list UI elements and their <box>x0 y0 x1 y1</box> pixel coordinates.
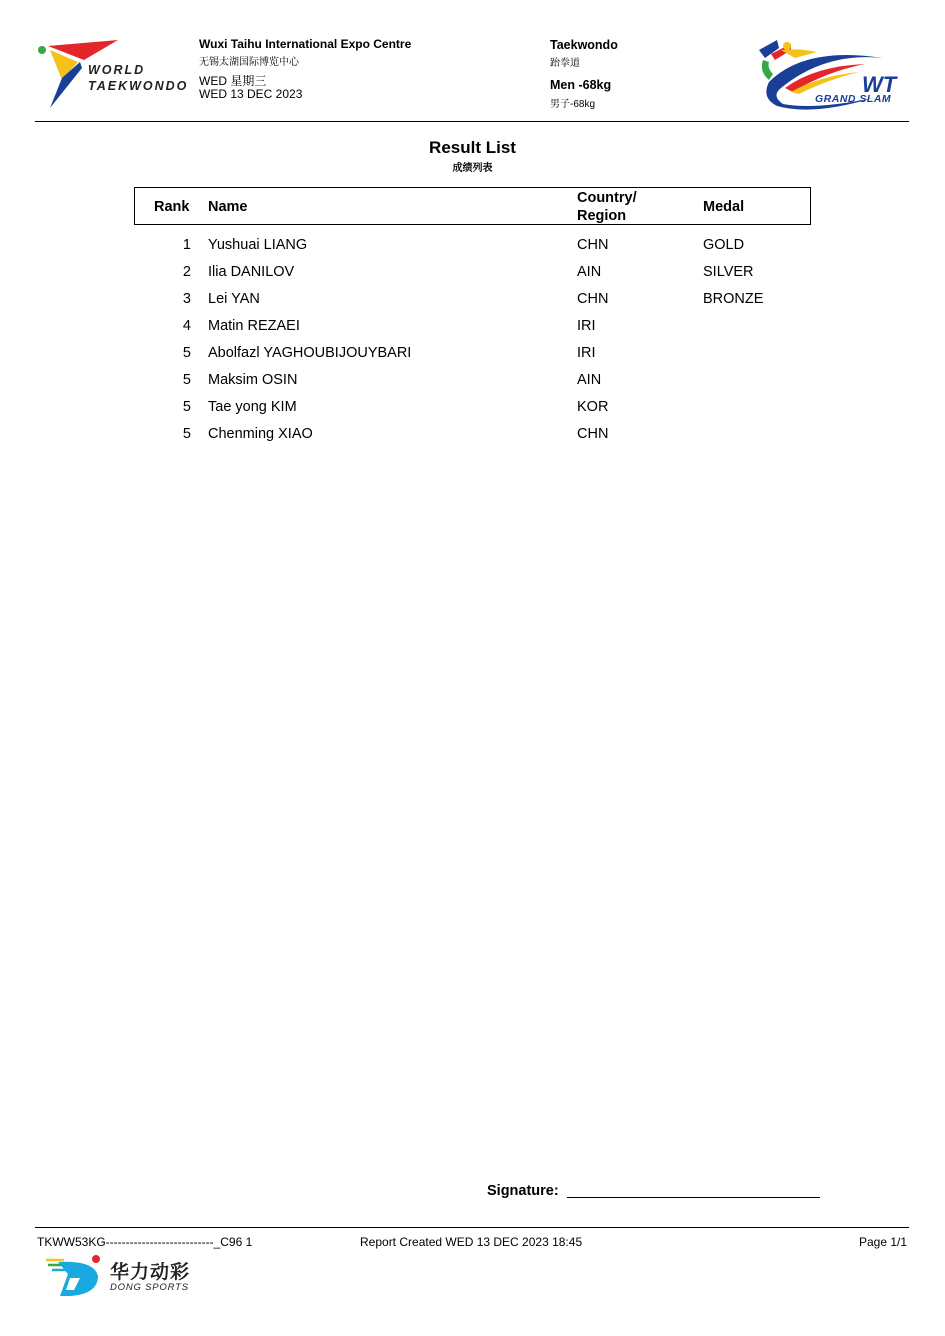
sponsor-name-chinese: 华力动彩 <box>110 1262 191 1283</box>
name-cell: Yushuai LIANG <box>208 237 308 253</box>
sponsor-name: DONG SPORTS <box>110 1282 189 1293</box>
date: WED 13 DEC 2023 <box>199 87 303 101</box>
date-chinese: WED 星期三 <box>199 74 267 88</box>
wt-grand-slam-wt-mark: WT <box>862 72 897 97</box>
signature-line <box>567 1197 820 1198</box>
country-cell: AIN <box>577 372 602 388</box>
table-row <box>134 318 809 345</box>
country-cell: CHN <box>577 237 609 253</box>
table-row <box>134 399 809 426</box>
table-row <box>134 291 809 318</box>
page-title: Result List <box>429 138 516 157</box>
header-divider <box>35 121 909 122</box>
table-row <box>134 237 809 264</box>
medal-cell: BRONZE <box>703 291 764 307</box>
column-header-medal: Medal <box>703 199 745 215</box>
table-row <box>134 345 809 372</box>
column-header-rank: Rank <box>154 199 190 215</box>
event-name-chinese: 男子-68kg <box>550 99 596 110</box>
rank-cell: 5 <box>182 345 191 361</box>
venue-name: Wuxi Taihu International Expo Centre <box>199 37 412 51</box>
sport-name-chinese: 跆拳道 <box>550 58 580 69</box>
name-cell: Abolfazl YAGHOUBIJOUYBARI <box>208 345 412 361</box>
name-cell: Ilia DANILOV <box>208 264 295 280</box>
name-cell: Lei YAN <box>208 291 260 307</box>
country-cell: AIN <box>577 264 602 280</box>
page-number: Page 1/1 <box>859 1235 908 1249</box>
country-cell: CHN <box>577 426 609 442</box>
rank-cell: 1 <box>182 237 191 253</box>
results-table-body <box>134 237 809 453</box>
page-subtitle: 成绩列表 <box>452 163 493 174</box>
column-header-country: Country/ Region <box>577 190 637 224</box>
rank-cell: 2 <box>182 264 191 280</box>
name-cell: Maksim OSIN <box>208 372 298 388</box>
medal-cell: GOLD <box>703 237 745 253</box>
name-cell: Matin REZAEI <box>208 318 300 334</box>
rank-cell: 5 <box>182 372 191 388</box>
wt-grand-slam-wordmark: GRAND SLAM <box>815 93 892 105</box>
rank-cell: 5 <box>182 426 191 442</box>
footer-divider <box>35 1227 909 1228</box>
venue-name-chinese: 无锡太湖国际博览中心 <box>199 57 299 68</box>
country-cell: CHN <box>577 291 609 307</box>
signature-label: Signature: <box>487 1183 559 1199</box>
country-cell: IRI <box>577 345 596 361</box>
table-row <box>134 372 809 399</box>
table-row <box>134 426 809 453</box>
event-name: Men -68kg <box>550 78 612 92</box>
rank-cell: 3 <box>182 291 191 307</box>
sport-name: Taekwondo <box>550 38 618 52</box>
results-table-header <box>134 187 811 225</box>
report-created-timestamp: Report Created WED 13 DEC 2023 18:45 <box>360 1235 583 1249</box>
name-cell: Chenming XIAO <box>208 426 313 442</box>
country-cell: IRI <box>577 318 596 334</box>
medal-cell: SILVER <box>703 264 754 280</box>
world-taekwondo-wordmark: WORLD TAEKWONDO <box>88 63 189 93</box>
rank-cell: 5 <box>182 399 191 415</box>
country-cell: KOR <box>577 399 609 415</box>
name-cell: Tae yong KIM <box>208 399 297 415</box>
rank-cell: 4 <box>182 318 191 334</box>
column-header-name: Name <box>208 199 248 215</box>
table-row <box>134 264 809 291</box>
report-code: TKWW53KG---------------------------_C96 1 <box>37 1235 253 1249</box>
